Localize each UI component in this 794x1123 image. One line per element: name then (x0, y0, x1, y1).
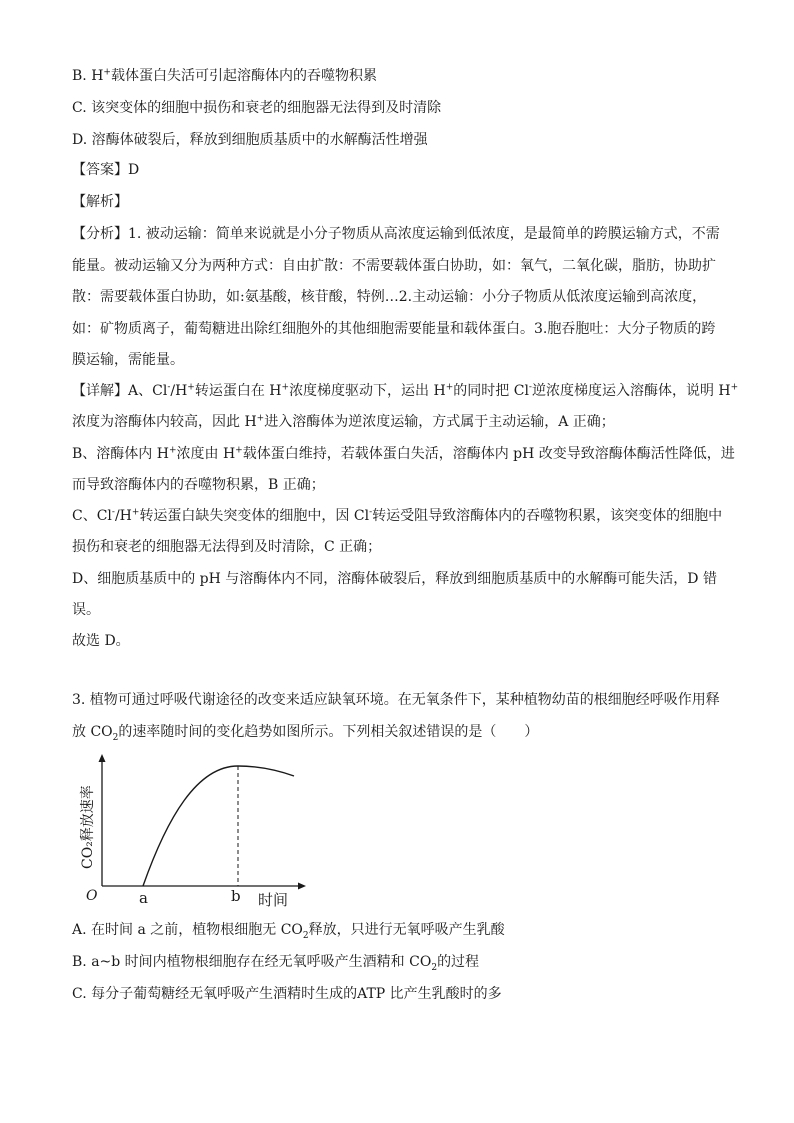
fenxi-line-3: 散：需要载体蛋白协助，如:氨基酸，核苷酸，特例…2.主动运输：小分子物质从低浓度运输到高浓度， (72, 289, 707, 305)
co2-curve (143, 766, 294, 886)
q2-option-c: C. 该突变体的细胞中损伤和衰老的细胞器无法得到及时清除 (72, 100, 442, 116)
point-b-label: b (231, 887, 241, 905)
q2-option-d: D. 溶酶体破裂后，释放到细胞质基质中的水解酶活性增强 (72, 132, 428, 148)
q3-option-c: C. 每分子葡萄糖经无氧呼吸产生酒精时生成的ATP 比产生乳酸时的多 (72, 986, 502, 1002)
conclusion: 故选 D。 (72, 633, 130, 649)
y-axis-label: CO₂释放速率 (80, 785, 96, 869)
q2-option-b: B. H+载体蛋白失活可引起溶酶体内的吞噬物积累 (72, 67, 377, 84)
q3-stem-line-2: 放 $CO_2$的速率随时间的变化趋势如图所示。下列相关叙述错误的是（ ） (72, 724, 539, 743)
x-axis-label: 时间 (258, 891, 289, 908)
answer-line: 【答案】D (72, 162, 140, 178)
analysis-heading: 【解析】 (72, 194, 128, 210)
xiangjie-b-line-1: B、溶酶体内 H+浓度由 H+载体蛋白维持，若载体蛋白失活，溶酶体内 pH 改变导致溶酶体酶活性降低，进 (72, 445, 735, 462)
xiangjie-c-line-2: 损伤和衰老的细胞器无法得到及时清除，C 正确； (72, 539, 382, 555)
xiangjie-a-line-1: 【详解】A、Cl-/H+转运蛋白在 H+浓度梯度驱动下，运出 H+的同时把 Cl-逆浓度梯度运入溶酶体，说明 H+ (72, 382, 739, 399)
fenxi-line-1: 【分析】1. 被动运输：简单来说就是小分子物质从高浓度运输到低浓度，是最简单的跨膜运输方式，不需 (72, 226, 720, 242)
xiangjie-b-line-2: 而导致溶酶体内的吞噬物积累，B 正确； (72, 477, 325, 493)
xiangjie-d-line-1: D、细胞质基质中的 pH 与溶酶体内不同，溶酶体破裂后，释放到细胞质基质中的水解酶可能失活，D 错 (72, 571, 717, 587)
origin-label: O (86, 888, 98, 904)
fenxi-line-2: 能量。被动运输又分为两种方式：自由扩散：不需要载体蛋白协助，如：氧气，二氧化碳，脂肪，协助扩 (72, 258, 716, 274)
y-axis-arrow (99, 754, 106, 762)
fenxi-line-4: 如：矿物质离子，葡萄糖进出除红细胞外的其他细胞需要能量和载体蛋白。3.胞吞胞吐：大分子物质的跨 (72, 321, 716, 337)
q3-option-b: B. a~b 时间内植物根细胞存在经无氧呼吸产生酒精和 $CO_2$的过程 (72, 954, 480, 973)
fenxi-line-5: 膜运输，需能量。 (72, 352, 184, 368)
q3-stem-line-1: 3. 植物可通过呼吸代谢途径的改变来适应缺氧环境。在无氧条件下，某种植物幼苗的根细胞经呼吸作用释 (72, 692, 720, 708)
point-a-label: a (139, 889, 148, 907)
x-axis-arrow (298, 883, 306, 890)
xiangjie-a-line-2: 浓度为溶酶体内较高，因此 H+进入溶酶体为逆浓度运输，方式属于主动运输，A 正确； (72, 413, 615, 430)
xiangjie-d-line-2: 误。 (72, 602, 100, 618)
xiangjie-c-line-1: C、Cl-/H+转运蛋白缺失突变体的细胞中，因 Cl-转运受阻导致溶酶体内的吞噬物积累，该突变体的细胞中 (72, 507, 723, 524)
q3-option-a: A. 在时间 a 之前，植物根细胞无 $CO_2$释放，只进行无氧呼吸产生乳酸 (72, 922, 505, 941)
co2-release-rate-graph (72, 748, 322, 908)
